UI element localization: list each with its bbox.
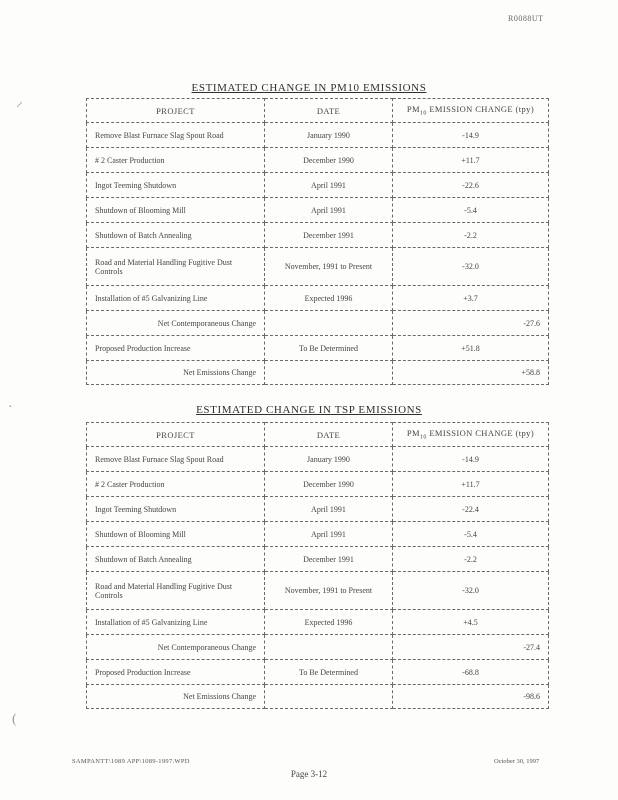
project-cell: Shutdown of Batch Annealing [87,223,265,248]
net-contemporaneous-value: -27.4 [393,635,549,660]
date-cell: January 1990 [265,123,393,148]
date-cell: November, 1991 to Present [265,572,393,610]
project-cell: Ingot Teeming Shutdown [87,173,265,198]
scan-mark: ( [12,712,17,727]
table-row [87,547,549,572]
project-cell: # 2 Caster Production [87,148,265,173]
table-row [87,447,549,472]
date-cell: December 1990 [265,148,393,173]
date-cell: Expected 1996 [265,286,393,311]
footer-file-path: SAMPANTT\1089 APP\1089-1997.WPD [72,758,190,765]
production-increase-value: -68.8 [393,660,549,685]
date-cell: April 1991 [265,198,393,223]
project-cell: Shutdown of Batch Annealing [87,547,265,572]
net-emissions-label: Net Emissions Change [87,685,265,709]
production-increase-label: Proposed Production Increase [87,660,265,685]
emission-change-cell: -32.0 [393,572,549,610]
net-emissions-value: -98.6 [393,685,549,709]
footer-date: October 30, 1997 [494,758,540,765]
project-cell: Shutdown of Blooming Mill [87,522,265,547]
production-increase-label: Proposed Production Increase [87,336,265,361]
table-row [87,173,549,198]
net-contemporaneous-label: Net Contemporaneous Change [87,311,265,336]
emission-change-cell: -22.4 [393,497,549,522]
net-emissions-label: Net Emissions Change [87,361,265,385]
emission-change-cell: -14.9 [393,123,549,148]
table-row [87,223,549,248]
table-row [87,610,549,635]
emission-change-cell: +11.7 [393,148,549,173]
table-row [87,572,549,610]
date-cell: January 1990 [265,447,393,472]
date-cell: Expected 1996 [265,610,393,635]
tsp-table-title: ESTIMATED CHANGE IN TSP EMISSIONS [196,404,422,416]
project-column-header: PROJECT [87,99,265,123]
pm10-table-title: ESTIMATED CHANGE IN PM10 EMISSIONS [191,82,427,94]
net-contemporaneous-label: Net Contemporaneous Change [87,635,265,660]
date-column-header: DATE [265,99,393,123]
date-column-header: DATE [265,423,393,447]
project-cell: Remove Blast Furnace Slag Spout Road [87,447,265,472]
date-cell: December 1991 [265,223,393,248]
emission-change-cell: -32.0 [393,248,549,286]
emission-change-cell: -22.6 [393,173,549,198]
table-row [87,497,549,522]
pm10-emissions-table [86,98,549,385]
table-row [87,522,549,547]
production-increase-date: To Be Determined [265,660,393,685]
scan-mark: ⸝ [16,95,23,110]
emission-change-cell: -2.2 [393,223,549,248]
scan-mark: · [8,400,13,415]
table-row [87,286,549,311]
net-emissions-value: +58.8 [393,361,549,385]
table-row [87,148,549,173]
project-cell: Road and Material Handling Fugitive Dust Controls [87,248,265,286]
tsp-emissions-table [86,422,549,709]
emission-change-cell: -14.9 [393,447,549,472]
project-cell: Installation of #5 Galvanizing Line [87,610,265,635]
table-row [87,248,549,286]
table-row [87,472,549,497]
table-row [87,198,549,223]
table-row [87,123,549,148]
date-cell: December 1990 [265,472,393,497]
emission-change-cell: -5.4 [393,522,549,547]
date-cell: April 1991 [265,173,393,198]
date-cell: April 1991 [265,522,393,547]
date-cell: April 1991 [265,497,393,522]
page-number: Page 3-12 [290,769,328,779]
production-increase-date: To Be Determined [265,336,393,361]
project-cell: Shutdown of Blooming Mill [87,198,265,223]
document-id: R0088UT [508,14,544,23]
production-increase-value: +51.8 [393,336,549,361]
emission-change-cell: +4.5 [393,610,549,635]
emission-change-cell: -5.4 [393,198,549,223]
date-cell: November, 1991 to Present [265,248,393,286]
project-cell: # 2 Caster Production [87,472,265,497]
project-cell: Road and Material Handling Fugitive Dust Controls [87,572,265,610]
emission-change-cell: -2.2 [393,547,549,572]
emission-change-column-header: $PM_{10}$ EMISSION CHANGE (tpy) [393,423,549,447]
project-cell: Remove Blast Furnace Slag Spout Road [87,123,265,148]
project-cell: Ingot Teeming Shutdown [87,497,265,522]
date-cell: December 1991 [265,547,393,572]
project-column-header: PROJECT [87,423,265,447]
emission-change-cell: +3.7 [393,286,549,311]
net-contemporaneous-value: -27.6 [393,311,549,336]
emission-change-column-header: $PM_{10}$ EMISSION CHANGE (tpy) [393,99,549,123]
project-cell: Installation of #5 Galvanizing Line [87,286,265,311]
emission-change-cell: +11.7 [393,472,549,497]
